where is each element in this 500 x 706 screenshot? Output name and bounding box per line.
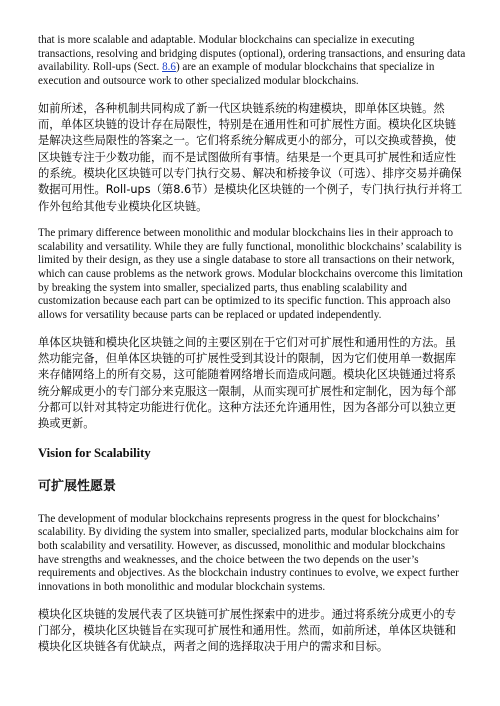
paragraph-en-vision: The development of modular blockchains represents progress in the quest for blockchains’ scalability. By dividing the system into smaller, specialized parts, modular blockchains aim for both scalability and versatility. However, as discussed, monolithic and modular blockchains have strengths and weaknesses, and the choice between the two depends on the user’s requirements and objectives. As the blockchain industry continues to evolve, we expect further innovations in both monolithic and modular blockchain systems. xyxy=(38,512,459,594)
section-heading-en: Vision for Scalability xyxy=(38,445,151,460)
paragraph-zh-modular-specialization: 如前所述，各种机制共同构成了新一代区块链系统的构建模块，即单体区块链。然而，单体区块链的设计存在局限性，特别是在通用性和可扩展性方面。模块化区块链是解决这些局限性的答案之一。它们将系统分解成更小的部分，可以交换或替换，使区块链专注于少数功能，而不是试图做所有事情。结果是一个更具可扩展性和适应性的系统。模块化区块链可以专门执行交易、解决和桥接争议（可选）、排序交易并确保数据可用性。Roll-ups（第8.6节）是模块化区块链的一个例子，专门执行执行并将工作外包给其他专业模块化区块链。 xyxy=(38,101,463,213)
section-reference-link[interactable]: 8.6 xyxy=(162,61,176,74)
document-page xyxy=(38,34,466,668)
paragraph-zh-vision: 模块化区块链的发展代表了区块链可扩展性探索中的进步。通过将系统分成更小的专门部分，模块化区块链旨在实现可扩展性和通用性。然而，如前所述，单体区块链和模块化区块链各有优缺点，两者之间的选择取决于用户的需求和目标。 xyxy=(38,607,456,654)
paragraph-text: ) are an example of modular blockchains that specialize in execution and outsource work to other specialized modular blockchains. xyxy=(38,61,435,88)
paragraph-zh-monolithic-vs-modular: 单体区块链和模块化区块链之间的主要区别在于它们对可扩展性和通用性的方法。虽然功能完备，但单体区块链的可扩展性受到其设计的限制，因为它们使用单一数据库来存储网络上的所有交易，这可能随着网络增长而造成问题。模块化区块链通过将系统分解成更小的专门部分来克服这一限制，从而实现可扩展性和定制化，因为每个部分都可以针对其特定功能进行优化。这种方法还允许通用性，因为各部分可以独立更换或更新。 xyxy=(38,335,456,431)
paragraph-en-monolithic-vs-modular: The primary difference between monolithic and modular blockchains lies in their approach to scalability and versatility. While they are fully functional, monolithic blockchains’ scalability is limited by their design, as they use a single database to store all transactions on their network, which can cause problems as the network grows. Modular blockchains overcome this limitation by breaking the system into smaller, specialized parts, thus enabling scalability and customization because each part can be optimized to its specific function. This approach also allows for versatility because parts can be replaced or updated independently. xyxy=(38,226,463,322)
paragraph-text: that is more scalable and adaptable. Modular blockchains can specialize in executing transactions, resolving and bridging disputes (optional), ordering transactions, and ensuring data availability. Roll-ups (Sect. xyxy=(38,34,466,74)
paragraph-en-modular-specialization xyxy=(38,34,466,89)
section-heading-zh: 可扩展性愿景 xyxy=(38,478,117,494)
